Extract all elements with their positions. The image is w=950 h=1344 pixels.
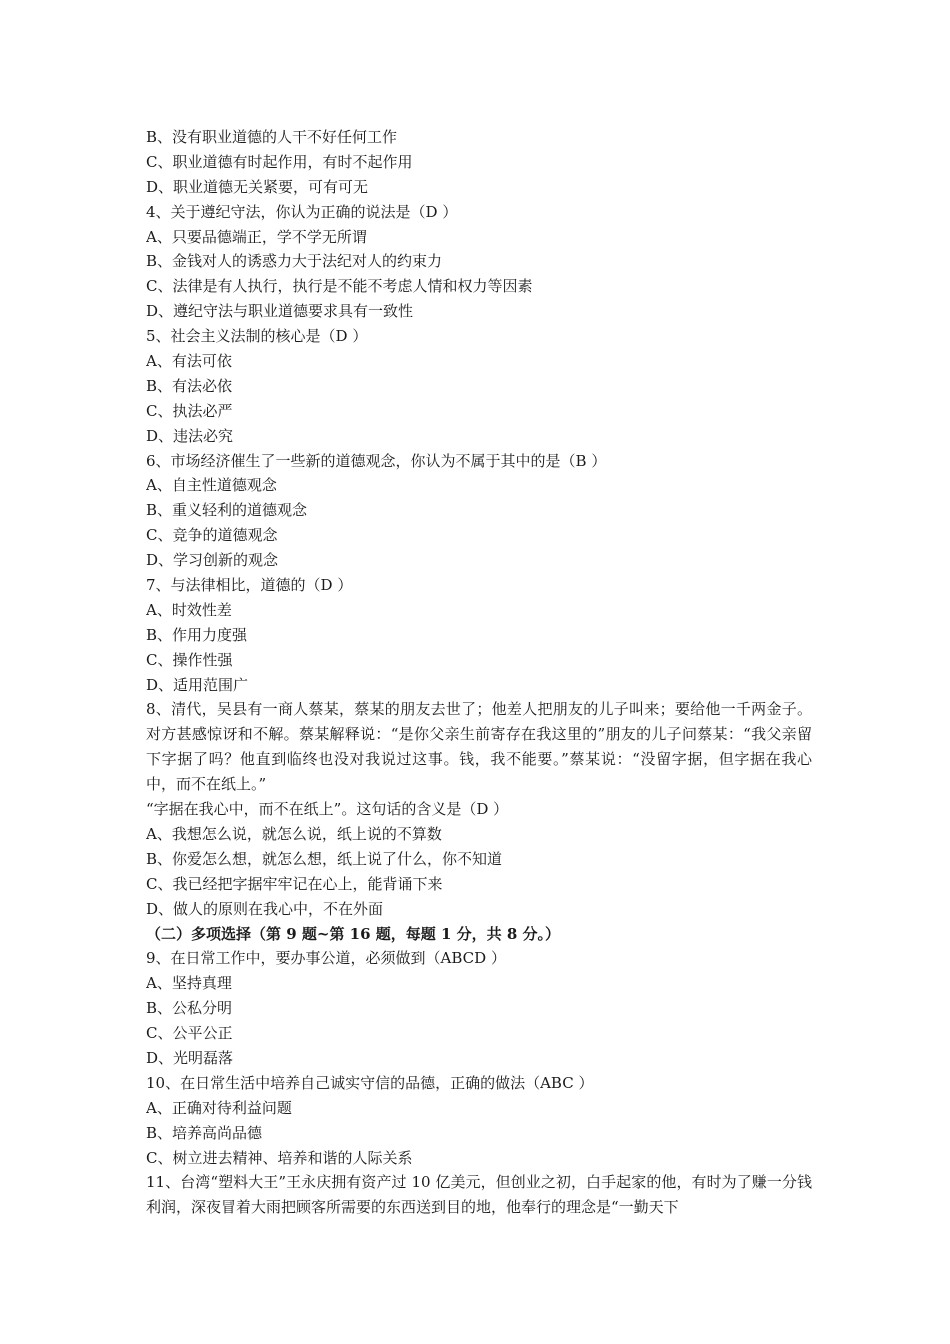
text-line: B、有法必依 xyxy=(146,376,233,395)
question-lines-upper xyxy=(146,125,812,697)
text-line: B、你爱怎么想，就怎么想，纸上说了什么，你不知道 xyxy=(146,849,503,868)
text-line: A、正确对待利益问题 xyxy=(146,1098,292,1117)
text-line: C、竞争的道德观念 xyxy=(146,526,278,545)
text-line: C、树立进去精神、培养和谐的人际关系 xyxy=(146,1148,413,1167)
text-line: D、违法必究 xyxy=(146,426,234,445)
text-line: B、重义轻利的道德观念 xyxy=(146,501,308,520)
text-line: D、光明磊落 xyxy=(146,1049,234,1068)
text-line: A、有法可依 xyxy=(146,352,232,371)
text-line: 9、在日常工作中，要办事公道，必须做到（ABCD ） xyxy=(146,949,506,968)
text-line: 7、与法律相比，道德的（D ） xyxy=(146,576,353,595)
section-heading-multiple-choice: （二）多项选择（第 9 题~第 16 题，每题 1 分，共 8 分。） xyxy=(146,924,561,943)
text-line: A、只要品德端正，学不学无所谓 xyxy=(146,227,367,246)
text-line: D、学习创新的观念 xyxy=(146,551,279,570)
text-line: “字据在我心中，而不在纸上”。这句话的含义是（D ） xyxy=(146,800,509,819)
document-body xyxy=(146,125,812,1220)
text-line: A、自主性道德观念 xyxy=(146,476,277,495)
text-line: B、没有职业道德的人干不好任何工作 xyxy=(146,128,398,146)
text-line: 5、社会主义法制的核心是（D ） xyxy=(146,327,368,346)
text-line: 6、市场经济催生了一些新的道德观念，你认为不属于其中的是（B ） xyxy=(146,451,607,470)
text-line: B、作用力度强 xyxy=(146,625,248,644)
text-line: A、时效性差 xyxy=(146,600,232,619)
question-8-options xyxy=(146,797,812,921)
text-line: B、金钱对人的诱惑力大于法纪对人的约束力 xyxy=(146,252,443,271)
text-line: B、公私分明 xyxy=(146,999,233,1018)
text-line: D、职业道德无关紧要，可有可无 xyxy=(146,177,369,196)
question-lines-lower xyxy=(146,946,812,1170)
text-line: C、执法必严 xyxy=(146,401,233,420)
text-line: 10、在日常生活中培养自己诚实守信的品德，正确的做法（ABC ） xyxy=(146,1073,594,1092)
text-line: D、做人的原则在我心中，不在外面 xyxy=(146,899,384,918)
text-line: D、适用范围广 xyxy=(146,675,249,694)
text-line: 4、关于遵纪守法，你认为正确的说法是（D ） xyxy=(146,202,458,221)
text-line: B、培养高尚品德 xyxy=(146,1123,263,1142)
text-line: C、公平公正 xyxy=(146,1024,233,1043)
text-line: A、坚持真理 xyxy=(146,974,232,993)
question-11-text: 11、台湾“塑料大王”王永庆拥有资产过 10 亿美元，但创业之初，白手起家的他，有时为了赚一分钱利润，深夜冒着大雨把顾客所需要的东西送到目的地，他奉行的理念是“一勤天下 xyxy=(146,1173,812,1217)
text-line: C、职业道德有时起作用，有时不起作用 xyxy=(146,152,413,171)
text-line: A、我想怎么说，就怎么说，纸上说的不算数 xyxy=(146,825,442,843)
text-line: C、操作性强 xyxy=(146,650,233,669)
text-line: C、法律是有人执行，执行是不能不考虑人情和权力等因素 xyxy=(146,277,533,296)
text-line: C、我已经把字据牢牢记在心上，能背诵下来 xyxy=(146,874,443,893)
text-line: D、遵纪守法与职业道德要求具有一致性 xyxy=(146,302,414,321)
question-8-text: 8、清代，吴县有一商人蔡某，蔡某的朋友去世了；他差人把朋友的儿子叫来；要给他一千两金子。对方甚感惊讶和不解。蔡某解释说：“是你父亲生前寄存在我这里的”朋友的儿子问蔡某：“我父亲留下字据了吗？他直到临终也没对我说过这事。钱，我不能要。”蔡某说：“没留字据，但字据在我心中，而不在纸上。” xyxy=(146,700,812,794)
